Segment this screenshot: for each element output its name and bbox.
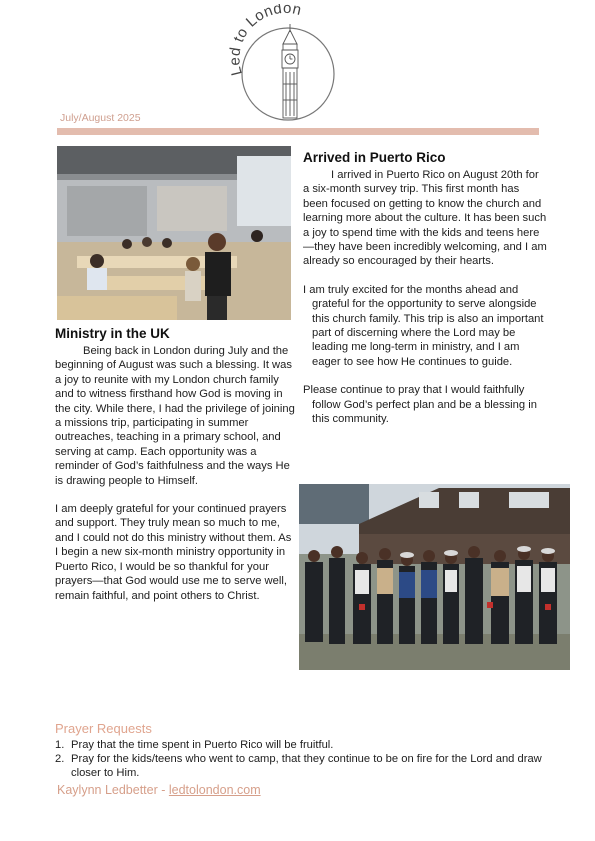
ministry-uk-paragraph-1: Being back in London during July and the beginning of August was such a blessing. It was a joy to reunite with my London church family and to witness firsthand how God is moving in the city. While there, I had the privilege of joining a missions trip, participating in summer outreaches, teaching in a primary school, and serving at camp. Each opportunity was a reminder of God’s faithfulness and the ways He is drawing people to Himself. [55,345,295,487]
website-link[interactable]: ledtolondon.com [168,783,261,797]
issue-date: July/August 2025 [60,112,141,124]
svg-text:Led to London [228,4,303,77]
ministry-uk-text [55,344,295,603]
puerto-rico-heading: Arrived in Puerto Rico [303,150,446,165]
big-ben-logo-icon [228,4,348,126]
prayer-requests-list [55,738,565,780]
list-item-text: Pray that the time spent in Puerto Rico will be fruitful. [71,739,334,751]
list-item-number: 1. [55,739,65,751]
footer [57,783,261,797]
classroom-image [57,146,291,320]
header-divider [57,128,539,135]
classroom-photo [57,146,291,320]
camp-group-photo [299,484,570,670]
prayer-requests-heading: Prayer Requests [55,721,152,736]
list-item [55,738,565,752]
puerto-rico-paragraph-2: I am truly excited for the months ahead and grateful for the opportunity to serve alongside this church family. This trip is also an important part of discerning where the Lord may be leading me long-term in ministry, and I am eager to see how He continues to guide. [303,283,544,368]
list-item-number: 2. [55,753,65,765]
camp-group-image [299,484,570,670]
author-name: Kaylynn Ledbetter - [57,783,169,797]
puerto-rico-paragraph-1: I arrived in Puerto Rico on August 20th for a six-month survey trip. This first month has been focused on getting to know the church and learning more about the culture. It has been such a joy to spend time with the kids and teens here—they have been incredibly welcoming, and I am already so encouraged by their hearts. [303,169,547,268]
ministry-uk-paragraph-2: I am deeply grateful for your continued prayers and support. They truly mean so much to me, and I could not do this ministry without them. As I begin a new six-month ministry opportunity in Puerto Rico, I would be so thankful for your prayers—that God would use me to serve well, remain faithful, and point others to Christ. [55,503,292,602]
list-item-text: Pray for the kids/teens who went to camp, that they continue to be on fire for the Lord and draw closer to Him. [71,753,542,779]
puerto-rico-paragraph-3: Please continue to pray that I would faithfully follow God’s perfect plan and be a blessing in this community. [303,384,537,426]
list-item [55,752,565,780]
logo-text: Led to London [228,4,304,78]
logo [228,4,348,126]
puerto-rico-text [303,168,547,427]
ministry-uk-heading: Ministry in the UK [55,326,170,341]
